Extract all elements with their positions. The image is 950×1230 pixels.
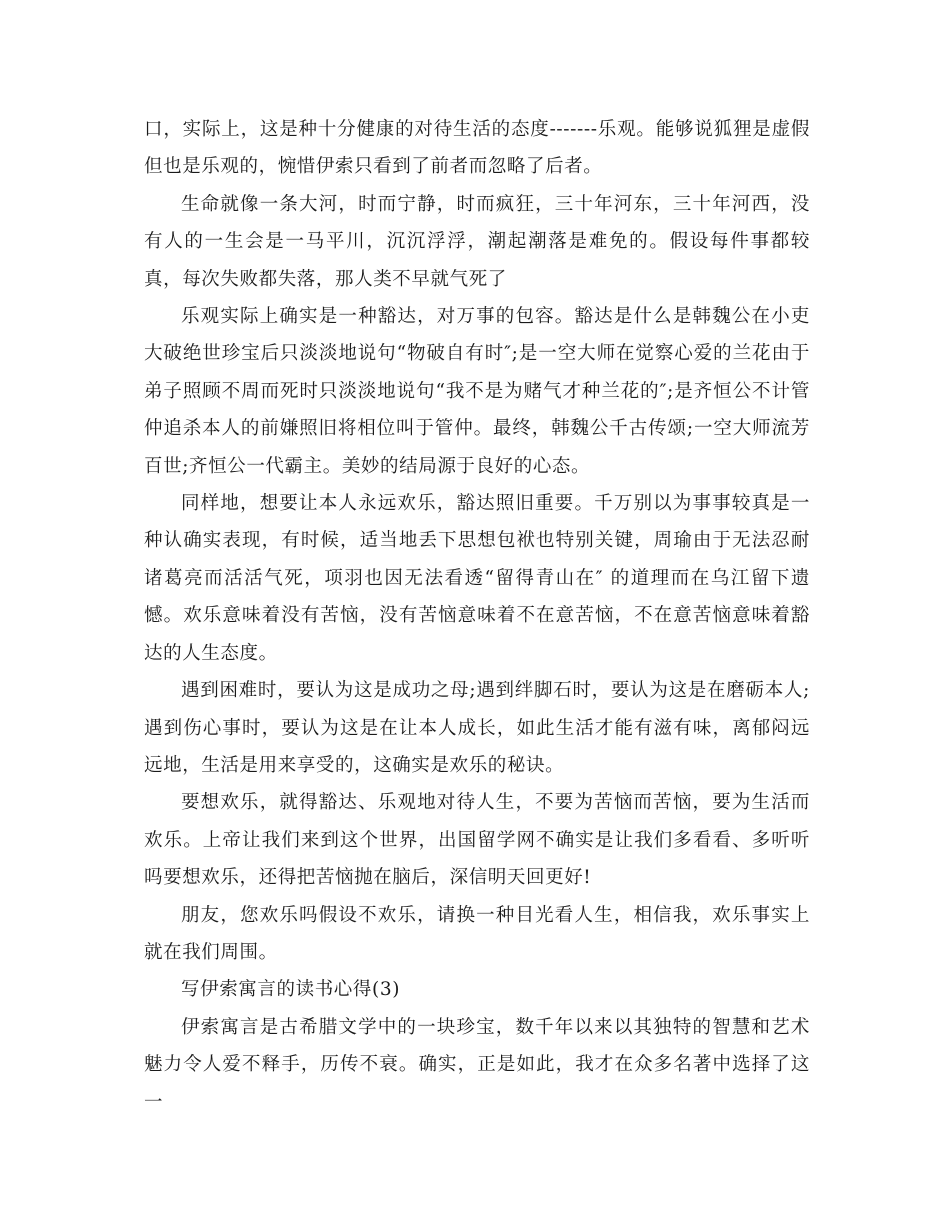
paragraph-continuation: 口，实际上，这是种十分健康的对待生活的态度-------乐观。能够说狐狸是虚假但也是乐观的，惋惜伊索只看到了前者而忽略了后者。 <box>144 119 810 178</box>
section-heading: 写伊索寓言的读书心得(3) <box>181 979 401 1001</box>
paragraph-be-happy: 要想欢乐，就得豁达、乐观地对待人生，不要为苦恼而苦恼，要为生活而欢乐。上帝让我们来到这个世界，出国留学网不确实是让我们多看看、多听听吗要想欢乐，还得把苦恼抛在脑后，深信明天回更好! <box>144 792 810 889</box>
paragraph-friend: 朋友，您欢乐吗假设不欢乐，请换一种目光看人生，相信我，欢乐事实上就在我们周围。 <box>144 904 810 963</box>
document-body <box>144 111 810 1121</box>
paragraph-aesop-intro: 伊索寓言是古希腊文学中的一块珍宝，数千年以来以其独特的智慧和艺术魅力令人爱不释手，历传不衰。确实，正是如此，我才在众多名著中选择了这一 <box>144 1016 810 1113</box>
paragraph-difficulties: 遇到困难时，要认为这是成功之母;遇到绊脚石时，要认为这是在磨砺本人;遇到伤心事时，要认为这是在让本人成长，如此生活才能有滋有味，离郁闷远远地，生活是用来享受的，这确实是欢乐的秘诀。 <box>144 680 810 776</box>
paragraph-life-river: 生命就像一条大河，时而宁静，时而疯狂，三十年河东，三十年河西，没有人的一生会是一马平川，沉沉浮浮，潮起潮落是难免的。假设每件事都较真，每次失败都失落，那人类不早就气死了 <box>144 193 810 290</box>
paragraph-optimism-tolerance: 乐观实际上确实是一种豁达，对万事的包容。豁达是什么是韩魏公在小吏大破绝世珍宝后只淡淡地说句“物破自有时″;是一空大师在觉察心爱的兰花由于弟子照顾不周而死时只淡淡地说句“我不是为赌气才种兰花的″;是齐恒公不计管仲追杀本人的前嫌照旧将相位叫于管仲。最终，韩魏公千古传颂;一空大师流芳百世;齐恒公一代霸主。美妙的结局源于良好的心态。 <box>144 306 810 477</box>
paragraph-stay-happy: 同样地，想要让本人永远欢乐，豁达照旧重要。千万别以为事事较真是一种认确实表现，有时候，适当地丢下思想包袱也特别关键，周瑜由于无法忍耐诸葛亮而活活气死，项羽也因无法看透“留得青山在″ 的道理而在乌江留下遗憾。欢乐意味着没有苦恼，没有苦恼意味着不在意苦恼，不在意苦恼意味着豁达的人生态度。 <box>144 493 810 664</box>
